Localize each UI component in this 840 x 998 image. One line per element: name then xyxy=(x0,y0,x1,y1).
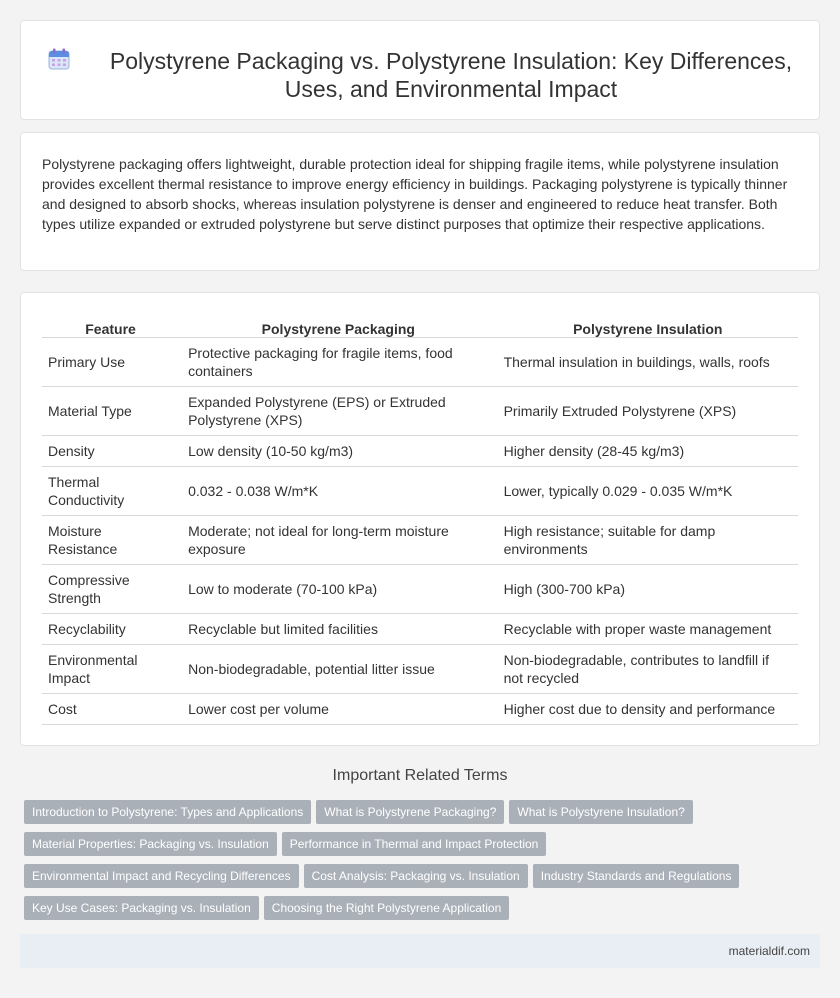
related-term-link[interactable]: Material Properties: Packaging vs. Insulation xyxy=(24,832,277,856)
insulation-cell: Higher cost due to density and performance xyxy=(498,694,798,725)
table-row xyxy=(42,338,798,387)
intro-card xyxy=(20,132,820,271)
comparison-table xyxy=(42,316,798,725)
page-title: Polystyrene Packaging vs. Polystyrene Insulation: Key Differences, Uses, and Environmental Impact xyxy=(109,48,793,102)
packaging-cell: Expanded Polystyrene (EPS) or Extruded Polystyrene (XPS) xyxy=(182,387,494,436)
table-row xyxy=(42,694,798,725)
feature-cell: Environmental Impact xyxy=(42,645,179,694)
header-insulation: Polystyrene Insulation xyxy=(498,316,798,338)
table-row xyxy=(42,387,798,436)
footer-site-link[interactable]: materialdif.com xyxy=(728,944,810,958)
packaging-cell: Moderate; not ideal for long-term moisture exposure xyxy=(182,516,494,565)
packaging-cell: Low to moderate (70-100 kPa) xyxy=(182,565,494,614)
feature-cell: Primary Use xyxy=(42,338,179,387)
tag-row xyxy=(24,832,804,864)
table-row xyxy=(42,645,798,694)
header-card xyxy=(20,20,820,120)
title-wrap xyxy=(45,47,805,103)
related-term-link[interactable]: Key Use Cases: Packaging vs. Insulation xyxy=(24,896,259,920)
table-row xyxy=(42,614,798,645)
packaging-cell: Low density (10-50 kg/m3) xyxy=(182,436,494,467)
packaging-cell: Lower cost per volume xyxy=(182,694,494,725)
feature-cell: Recyclability xyxy=(42,614,179,645)
insulation-cell: Higher density (28-45 kg/m3) xyxy=(498,436,798,467)
related-terms-heading: Important Related Terms xyxy=(332,767,508,784)
feature-cell: Material Type xyxy=(42,387,179,436)
packaging-cell: Protective packaging for fragile items, food containers xyxy=(182,338,494,387)
tag-row xyxy=(24,864,804,896)
related-term-link[interactable]: What is Polystyrene Packaging? xyxy=(316,800,504,824)
related-term-link[interactable]: Cost Analysis: Packaging vs. Insulation xyxy=(304,864,528,888)
feature-cell: Moisture Resistance xyxy=(42,516,179,565)
footer xyxy=(20,934,820,968)
table-row xyxy=(42,565,798,614)
table-row xyxy=(42,436,798,467)
packaging-cell: 0.032 - 0.038 W/m*K xyxy=(182,467,494,516)
feature-cell: Thermal Conductivity xyxy=(42,467,179,516)
intro-paragraph: Polystyrene packaging offers lightweight, durable protection ideal for shipping fragile items, while polystyrene insulation provides excellent thermal resistance to improve energy efficiency in buildings. Packaging polystyrene is typically thinner and designed to absorb shocks, whereas insulation polystyrene is denser and engineered to reduce heat transfer. Both types utilize expanded or extruded polystyrene but serve distinct purposes that optimize their respective applications. xyxy=(42,156,788,232)
comparison-card xyxy=(20,292,820,746)
packaging-cell: Non-biodegradable, potential litter issue xyxy=(182,645,494,694)
related-term-link[interactable]: Introduction to Polystyrene: Types and Applications xyxy=(24,800,311,824)
related-term-link[interactable]: Environmental Impact and Recycling Differences xyxy=(24,864,299,888)
feature-cell: Density xyxy=(42,436,179,467)
related-term-link[interactable]: Industry Standards and Regulations xyxy=(533,864,740,888)
insulation-cell: High resistance; suitable for damp environments xyxy=(498,516,798,565)
insulation-cell: Primarily Extruded Polystyrene (XPS) xyxy=(498,387,798,436)
insulation-cell: High (300-700 kPa) xyxy=(498,565,798,614)
tag-row xyxy=(24,800,804,832)
related-term-link[interactable]: Performance in Thermal and Impact Protection xyxy=(282,832,547,856)
related-terms-list xyxy=(24,800,804,928)
insulation-cell: Recyclable with proper waste management xyxy=(498,614,798,645)
feature-cell: Cost xyxy=(42,694,179,725)
related-term-link[interactable]: What is Polystyrene Insulation? xyxy=(509,800,692,824)
tag-row xyxy=(24,896,804,928)
table-row xyxy=(42,467,798,516)
insulation-cell: Lower, typically 0.029 - 0.035 W/m*K xyxy=(498,467,798,516)
insulation-cell: Thermal insulation in buildings, walls, roofs xyxy=(498,338,798,387)
related-term-link[interactable]: Choosing the Right Polystyrene Application xyxy=(264,896,509,920)
header-feature: Feature xyxy=(42,316,179,338)
insulation-cell: Non-biodegradable, contributes to landfill if not recycled xyxy=(498,645,798,694)
feature-cell: Compressive Strength xyxy=(42,565,179,614)
packaging-cell: Recyclable but limited facilities xyxy=(182,614,494,645)
header-packaging: Polystyrene Packaging xyxy=(182,316,494,338)
table-header-row xyxy=(42,316,798,338)
table-row xyxy=(42,516,798,565)
